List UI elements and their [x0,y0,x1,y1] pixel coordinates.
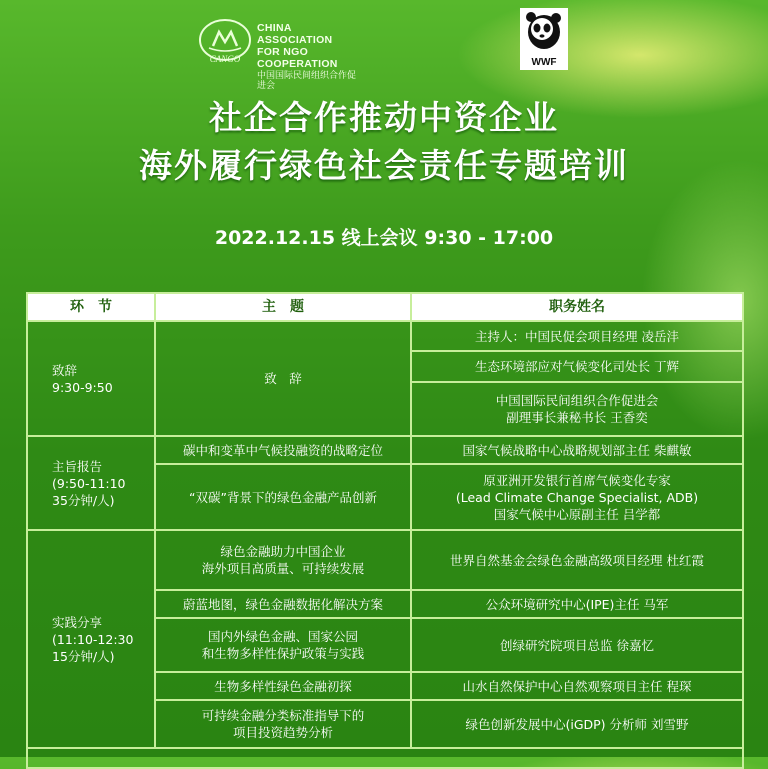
agenda-table [26,292,744,769]
topic-cell: 生物多样性绿色金融初探 [155,672,411,700]
speaker-cell: 中国国际民间组织合作促进会 副理事长兼秘书长 王香奕 [411,382,743,436]
header-session: 环 节 [27,293,155,321]
topic-cell: 可持续金融分类标准指导下的 项目投资趋势分析 [155,700,411,748]
table-row [27,321,743,351]
topic-cell: “双碳”背景下的绿色金融产品创新 [155,464,411,530]
speaker-cell: 山水自然保护中心自然观察项目主任 程琛 [411,672,743,700]
speaker-cell: 生态环境部应对气候变化司处长 丁辉 [411,351,743,382]
speaker-cell: 原亚洲开发银行首席气候变化专家 (Lead Climate Change Specialist, ADB) 国家气候中心原副主任 吕学都 [411,464,743,530]
header-speaker: 职务姓名 [411,293,743,321]
cango-logo [199,18,359,90]
cango-mark-text: CANGO [209,54,241,64]
topic-opening: 致 辞 [155,321,411,436]
header-topic: 主 题 [155,293,411,321]
cango-name-en-2: FOR NGO COOPERATION [257,46,338,70]
table-header-row [27,293,743,321]
table-row-cut-off [27,748,743,768]
speaker-cell: 公众环境研究中心(IPE)主任 马军 [411,590,743,618]
speaker-cell: 国家气候战略中心战略规划部主任 柴麒敏 [411,436,743,464]
cut-off-cell [27,748,743,768]
topic-cell: 国内外绿色金融、国家公园 和生物多样性保护政策与实践 [155,618,411,672]
speaker-cell: 绿色创新发展中心(iGDP) 分析师 刘雪野 [411,700,743,748]
event-date-line: 2022.12.15 线上会议 9:30 - 17:00 [214,227,554,249]
cango-name-cn: 中国国际民间组织合作促进会 [257,70,357,90]
speaker-cell: 主持人：中国民促会项目经理 凌岳沣 [411,321,743,351]
panda-icon [520,8,568,70]
topic-cell: 绿色金融助力中国企业 海外项目高质量、可持续发展 [155,530,411,590]
title-line-2: 海外履行绿色社会责任专题培训 [139,146,629,185]
cango-mark-icon [199,18,251,64]
speaker-cell: 世界自然基金会绿色金融高级项目经理 杜红霞 [411,530,743,590]
cango-name-en-1: CHINA ASSOCIATION [257,22,333,46]
section-opening: 致辞 9:30-9:50 [27,321,155,436]
table-row [27,530,743,590]
section-keynote: 主旨报告 (9:50-11:10 35分钟/人) [27,436,155,530]
section-practice: 实践分享 (11:10-12:30 15分钟/人) [27,530,155,748]
topic-cell: 蔚蓝地图，绿色金融数据化解决方案 [155,590,411,618]
title-line-1: 社企合作推动中资企业 [209,98,559,137]
speaker-cell: 创绿研究院项目总监 徐嘉忆 [411,618,743,672]
wwf-panda-logo [520,8,568,70]
table-row [27,436,743,464]
topic-cell: 碳中和变革中气候投融资的战略定位 [155,436,411,464]
wwf-text: WWF [531,57,557,68]
